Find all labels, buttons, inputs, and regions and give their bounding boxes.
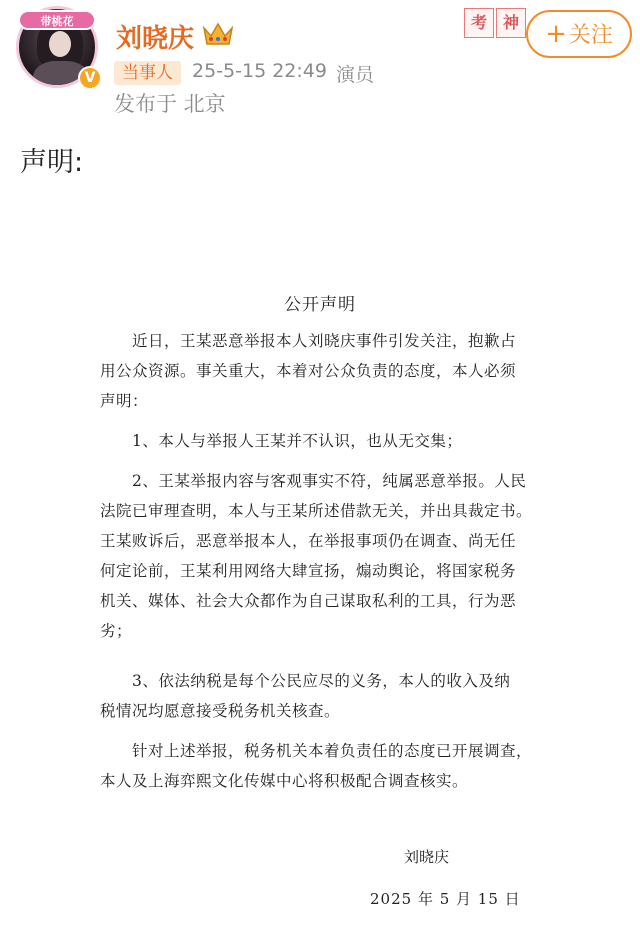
document-line: 2、王某举报内容与客观事实不符，纯属恶意举报。人民 bbox=[132, 472, 527, 490]
document-line: 3、依法纳税是每个公民应尽的义务，本人的收入及纳 bbox=[132, 672, 511, 690]
document-line: 针对上述举报，税务机关本着负责任的态度已开展调查， bbox=[132, 742, 533, 760]
document-line: 王某败诉后，恶意举报本人，在举报事项仍在调查、尚无任 bbox=[100, 532, 517, 550]
document-line: 何定论前，王某利用网络大肆宣扬，煽动舆论，将国家税务 bbox=[100, 562, 517, 580]
document-date: 2025 年 5 月 15 日 bbox=[370, 890, 521, 908]
party-badge: 当事人 bbox=[114, 61, 181, 85]
document-signature: 刘晓庆 bbox=[404, 848, 450, 866]
follow-label: 关注 bbox=[568, 23, 613, 48]
document-line: 声明： bbox=[100, 392, 149, 410]
document-line: 税情况均愿意接受税务机关核查。 bbox=[100, 702, 341, 720]
achievement-stamps[interactable] bbox=[464, 8, 526, 38]
document-line: 法院已审理查明，本人与王某所述借款无关，并出具裁定书。 bbox=[100, 502, 533, 520]
document-line: 劣； bbox=[100, 622, 133, 640]
document-line: 近日，王某恶意举报本人刘晓庆事件引发关注，抱歉占 bbox=[132, 332, 517, 350]
verified-icon: V bbox=[78, 66, 102, 90]
document-line: 本人及上海弈熙文化传媒中心将积极配合调查核实。 bbox=[100, 772, 469, 790]
document-line: 1、本人与举报人王某并不认识，也从无交集； bbox=[132, 432, 463, 450]
follow-button[interactable] bbox=[526, 10, 632, 58]
plus-icon: + bbox=[545, 19, 567, 49]
username[interactable]: 刘晓庆 bbox=[116, 24, 195, 54]
post-text: 声明: bbox=[20, 147, 84, 178]
post-header bbox=[0, 0, 640, 120]
document-line: 机关、媒体、社会大众都作为自己谋取私利的工具，行为恶 bbox=[100, 592, 517, 610]
post-timestamp: 25-5-15 22:49 bbox=[192, 60, 327, 82]
avatar[interactable] bbox=[16, 6, 98, 88]
document-title: 公开声明 bbox=[284, 295, 356, 315]
statement-document-image[interactable] bbox=[80, 280, 560, 920]
avatar-face bbox=[49, 31, 71, 57]
crown-icon[interactable] bbox=[202, 20, 234, 48]
user-title: 演员 bbox=[336, 64, 375, 86]
stamp-kao-icon[interactable]: 考 bbox=[464, 8, 494, 38]
post-location: 发布于 北京 bbox=[114, 92, 226, 116]
stamp-shen-icon[interactable]: 神 bbox=[496, 8, 526, 38]
document-line: 用公众资源。事关重大，本着对公众负责的态度，本人必须 bbox=[100, 362, 517, 380]
avatar-banner: 带桃花 bbox=[18, 10, 96, 30]
